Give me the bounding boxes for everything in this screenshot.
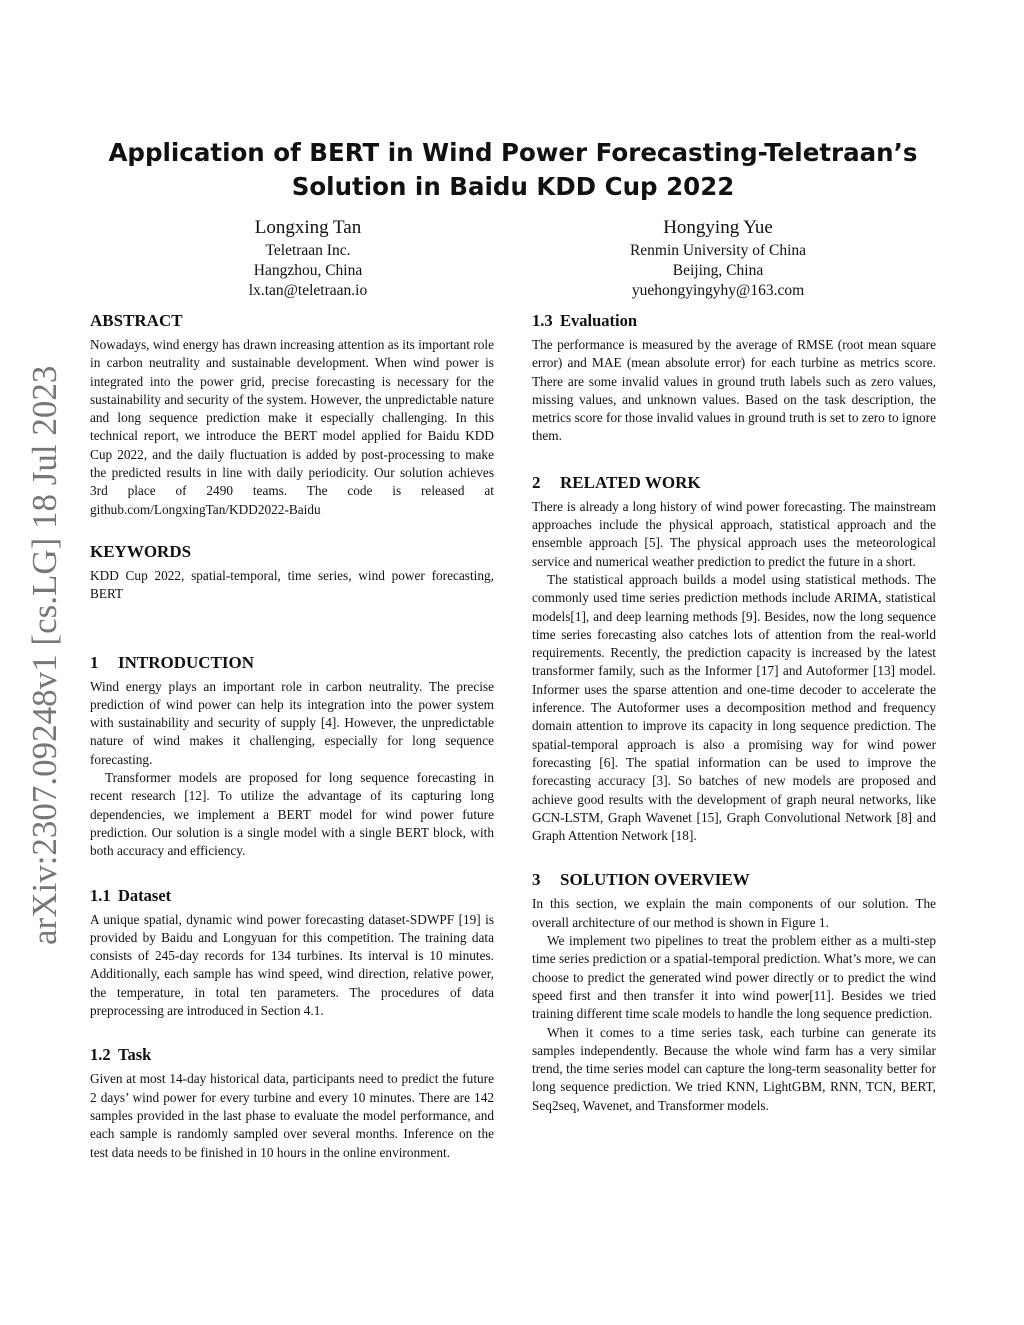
section-title: SOLUTION OVERVIEW — [560, 870, 750, 890]
author-location: Beijing, China — [672, 262, 764, 279]
section-number: 1 — [90, 652, 99, 672]
paragraph: In this section, we explain the main components of our solution. The overall architecture of our method is shown in Figure 1. — [532, 896, 936, 930]
section-heading-introduction — [90, 652, 494, 674]
author-location: Hangzhou, China — [253, 262, 363, 279]
paragraph: The performance is measured by the average of RMSE (root mean square error) and MAE (mean absolute error) for each turbine as metrics score. There are some invalid values in ground truth labels such as zero values, missing values, and unknown values. Based on the task description, the metrics score for those invalid values in ground truth is set to zero to ignore them. — [532, 337, 936, 444]
subsection-heading-dataset — [90, 885, 494, 907]
arxiv-identifier: arXiv:2307.09248v1 [cs.LG] 18 Jul 2023 — [25, 365, 64, 945]
section-title: RELATED WORK — [560, 472, 701, 492]
author-name: Hongying Yue — [663, 217, 773, 238]
paragraph: The statistical approach builds a model using statistical methods. The commonly used time series prediction methods include ARIMA, statistical models[1], and deep learning methods [9]. Besides, now the long sequence time series forecasting also catches lots of attention from the real-world requirements. Recently, the prediction capacity is increased by the latest transformer family, such as the Informer [17] and Autoformer [13] model. Informer uses the sparse attention and one-time decoder to accelerate the inference. The Autoformer uses a decomposition method and frequency domain attention to improve its capacity in long sequence prediction. The spatial-temporal approach is also a promising way for wind power forecasting [6]. The spatial information can be used to improve the forecasting accuracy [3]. So batches of new models are proposed and achieve good results with the development of graph neural networks, like GCN-LSTM, Graph Wavenet [15], Graph Convolutional Network [8] and Graph Attention Network [18]. — [532, 571, 936, 844]
keywords-text: KDD Cup 2022, spatial-temporal, time series, wind power forecasting, BERT — [90, 567, 494, 602]
paragraph: A unique spatial, dynamic wind power forecasting dataset-SDWPF [19] is provided by Baidu and Longyuan for this competition. The training data consists of 245-day records for 134 turbines. Its interval is 10 minutes. Additionally, each sample has wind speed, wind direction, relative power, the temperature, in total ten parameters. The procedures of data preprocessing are introduced in Section 4.1. — [90, 911, 494, 1019]
author-email: yuehongyingyhy@163.com — [631, 282, 805, 299]
left-column — [90, 310, 494, 1162]
author-affiliation: Renmin University of China — [629, 242, 807, 259]
section-title: Evaluation — [560, 311, 638, 330]
abstract-heading: ABSTRACT — [90, 311, 183, 330]
paper-title: Application of BERT in Wind Power Forecasting-Teletraan’s Solution in Baidu KDD Cup 2022 — [108, 138, 918, 201]
section-title: Dataset — [118, 885, 172, 905]
section-number: 1.3 — [532, 311, 553, 330]
section-number: 2 — [532, 472, 541, 492]
paragraph: Wind energy plays an important role in carbon neutrality. The precise prediction of wind power can help its integration into the power system with sustainability and security of supply [4]. However, the unpredictable nature of wind makes it challenging, especially for long sequence forecasting. — [90, 678, 494, 767]
paragraph: Transformer models are proposed for long sequence forecasting in recent research [12]. To utilize the advantage of its capturing long dependencies, we implement a BERT model for wind power future prediction. Our solution is a single model with a single BERT block, with both accuracy and efficiency. — [90, 770, 494, 859]
section-number: 1.1 — [90, 885, 111, 905]
paragraph: There is already a long history of wind power forecasting. The mainstream approaches include the physical approach, statistical approach and the ensemble approach [5]. The physical approach uses the meteorological service and numerical weather prediction to predict the future in a short. — [532, 498, 936, 569]
author-name: Longxing Tan — [254, 217, 362, 238]
keywords-heading: KEYWORDS — [90, 541, 192, 561]
paragraph: We implement two pipelines to treat the problem either as a multi-step time series prediction or a spatial-temporal prediction. What’s more, we can choose to predict the generated wind power directly or to predict the wind speed first and then transfer it into wind power[11]. Besides we tried training different time scale models to handle the long sequence prediction. — [532, 933, 936, 1022]
author-block — [558, 216, 878, 301]
paragraph: When it comes to a time series task, each turbine can generate its samples independently. Because the whole wind farm has a very similar trend, the time series model can capture the long-term seasonality better for long sequence prediction. We tried KNN, LightGBM, RNN, TCN, BERT, Seq2seq, Wavenet, and Transformer models. — [532, 1024, 936, 1113]
section-number: 1.2 — [90, 1045, 111, 1065]
section-number: 3 — [532, 870, 541, 890]
abstract-text: Nowadays, wind energy has drawn increasing attention as its important role in carbon neutrality and sustainable development. When wind power is integrated into the power grid, precise forecasting is necessary for the sustainability and security of the system. However, the unpredictable nature and long sequence prediction make it especially challenging. In this technical report, we introduce the BERT model applied for Baidu KDD Cup 2022, and the daily fluctuation is added by post-processing to make the predicted results in line with daily periodicity. Our solution achieves 3rd place of 2490 teams. The code is released at github.com/LongxingTan/KDD2022-Baidu — [90, 337, 494, 517]
author-affiliation: Teletraan Inc. — [265, 242, 351, 259]
author-block — [148, 216, 468, 301]
right-column — [532, 310, 936, 1115]
section-heading-related-work — [532, 472, 936, 494]
section-title: Task — [118, 1045, 152, 1065]
subsection-heading-evaluation — [532, 310, 936, 332]
paragraph: Given at most 14-day historical data, participants need to predict the future 2 days’ wind power for every turbine and every 10 minutes. There are 142 samples provided in the last phase to evaluate the model performance, and each sample is randomly sampled over several months. Inference on the test data needs to be finished in 10 hours in the online environment. — [90, 1071, 494, 1160]
subsection-heading-task — [90, 1044, 494, 1066]
section-heading-solution-overview — [532, 869, 936, 891]
author-email: lx.tan@teletraan.io — [248, 282, 368, 299]
section-title: INTRODUCTION — [118, 652, 255, 672]
